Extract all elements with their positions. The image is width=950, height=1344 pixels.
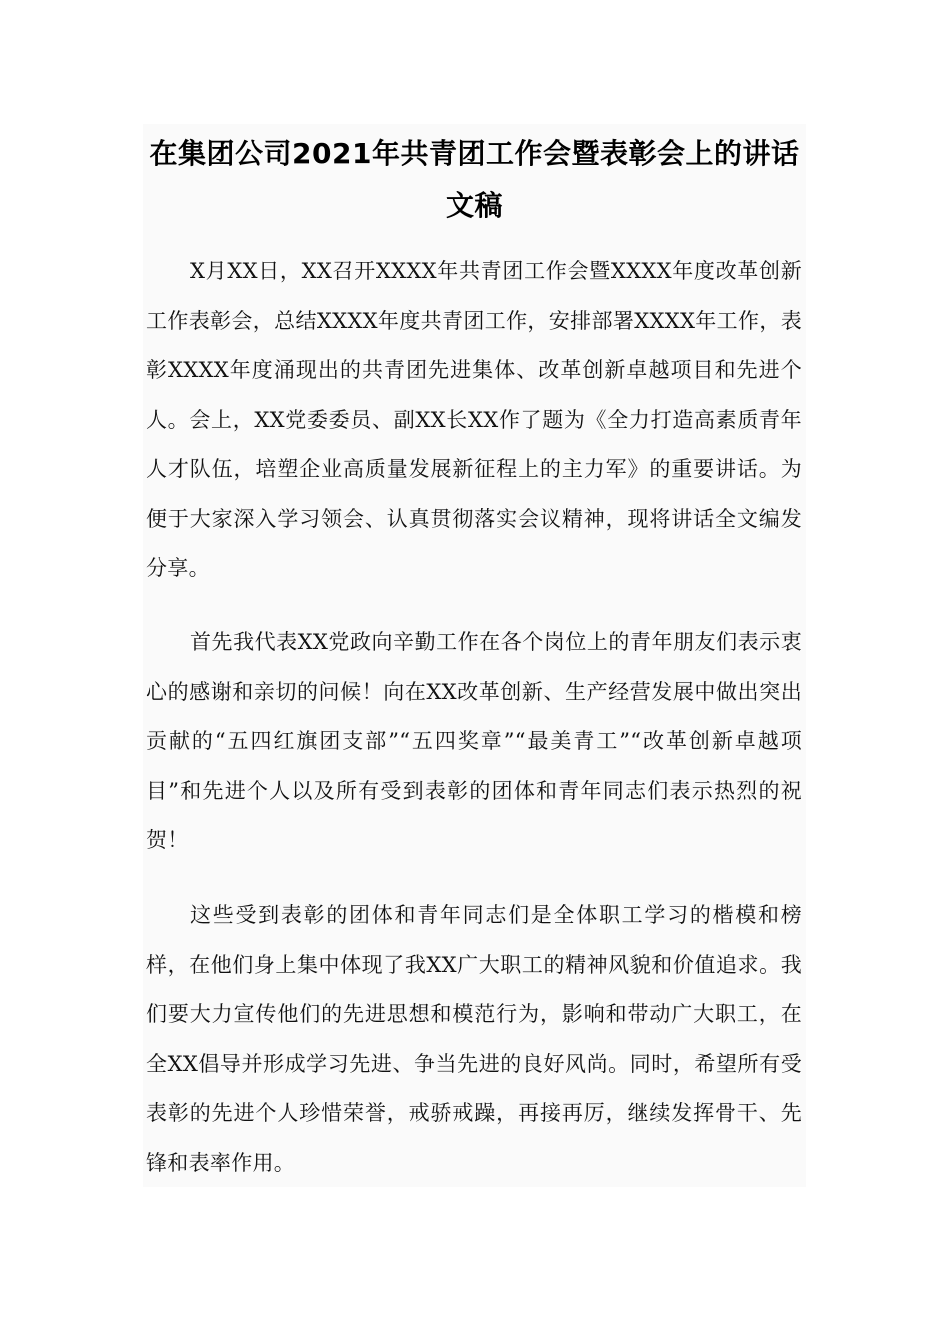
paragraph-role-models: 这些受到表彰的团体和青年同志们是全体职工学习的楷模和榜样，在他们身上集中体现了我XX广大职工的精神风貌和价值追求。我们要大力宣传他们的先进思想和模范行为，影响和带动广大职工，在全XX倡导并形成学习先进、争当先进的良好风尚。同时，希望所有受表彰的先进个人珍惜荣誉，戒骄戒躁，再接再厉，继续发挥骨干、先锋和表率作用。 xyxy=(146,903,802,1175)
document-title: 在集团公司2021年共青团工作会暨表彰会上的讲话文稿 xyxy=(149,137,800,222)
paragraph-thanks: 首先我代表XX党政向辛勤工作在各个岗位上的青年朋友们表示衷心的感谢和亲切的问候！向在XX改革创新、生产经营发展中做出突出贡献的“五四红旗团支部”“五四奖章”“最美青工”“改革创新卓越项目”和先进个人以及所有受到表彰的团体和青年同志们表示热烈的祝贺！ xyxy=(146,630,802,852)
paragraph-intro: X月XX日，XX召开XXXX年共青团工作会暨XXXX年度改革创新工作表彰会，总结XXXX年度共青团工作，安排部署XXXX年工作，表彰XXXX年度涌现出的共青团先进集体、改革创新卓越项目和先进个人。会上，XX党委委员、副XX长XX作了题为《全力打造高素质青年人才队伍，培塑企业高质量发展新征程上的主力军》的重要讲话。为便于大家深入学习领会、认真贯彻落实会议精神，现将讲话全文编发分享。 xyxy=(146,259,802,580)
